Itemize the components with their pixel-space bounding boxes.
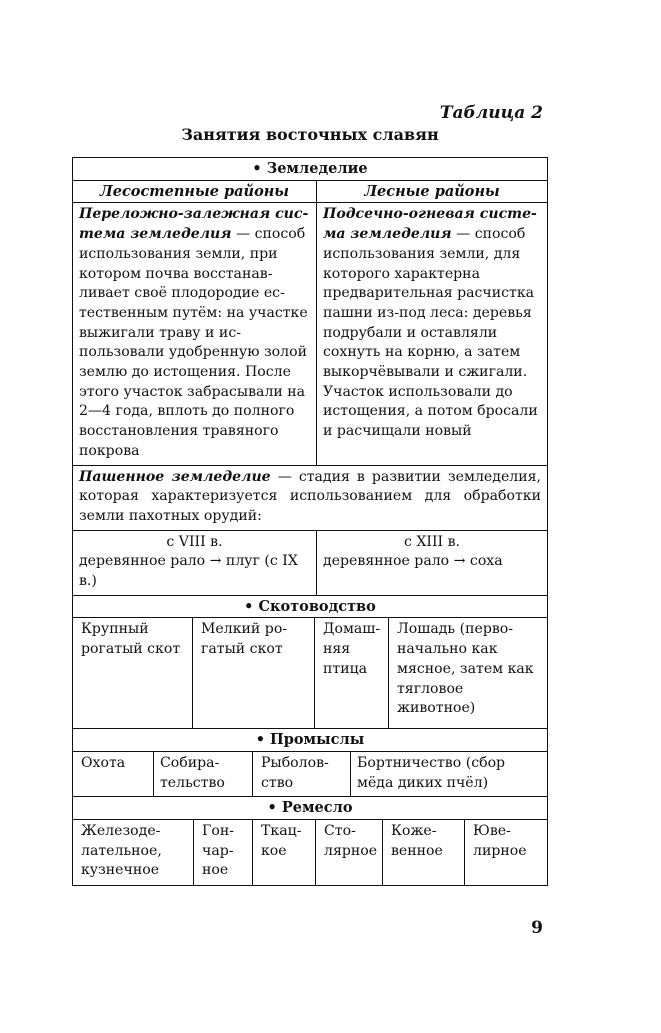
tools-forest-date: с XIII в.	[403, 533, 460, 550]
agriculture-columns-header	[72, 181, 548, 204]
farming-systems-row	[72, 203, 548, 465]
section-heading-craft	[72, 797, 548, 820]
cattle-item: Крупный рогатый скот	[81, 621, 181, 658]
trade-item: Бортничество (сбор мёда диких пчёл)	[350, 752, 547, 796]
slash-and-burn-cell	[316, 203, 547, 464]
plough-farming-description: — стадия в развитии земледелия, которая характеризуется использованием для обработки земли пахотных орудий:	[79, 468, 541, 524]
craft-item: Гончарное	[193, 820, 252, 885]
cattle-item: Мелкий рогатый скот	[192, 618, 314, 728]
plough-farming-row	[72, 466, 548, 531]
forest-steppe-column-title: Лесостепные районы	[99, 182, 290, 200]
tools-forest-list: деревянное рало → соха	[323, 553, 503, 570]
occupations-table	[72, 157, 548, 886]
table-number-label: Таблица 2	[439, 103, 543, 123]
trade-item: Собирательство	[153, 752, 252, 796]
trades-row	[72, 752, 548, 797]
craft-item: Столярное	[315, 820, 382, 885]
cattle-heading-text: • Скотоводство	[244, 597, 376, 615]
cattle-item: Лошадь (первоначально как мясное, затем как тягловое животное)	[388, 618, 547, 728]
page-number: 9	[531, 918, 543, 938]
tools-forest-steppe-cell	[73, 531, 316, 595]
section-heading-cattle	[72, 596, 548, 619]
agriculture-heading-text: • Земледелие	[252, 160, 368, 177]
tools-forest-cell	[316, 531, 547, 595]
tools-forest-steppe-date: с VIII в.	[166, 533, 223, 550]
plough-farming-term: Пашенное земледелие	[79, 468, 271, 485]
cattle-row	[72, 618, 548, 729]
slash-and-burn-term: Подсечно-огневая система земледелия	[323, 206, 537, 243]
section-heading-agriculture	[72, 157, 548, 181]
craft-item: Ткацкое	[252, 820, 315, 885]
forest-column-title: Лесные районы	[316, 181, 547, 203]
craft-item: Ювелирное	[464, 820, 547, 885]
fallow-system-cell	[73, 203, 316, 464]
fallow-system-description: — способ использования земли, при котором почва восстанавливает своё плодородие естественным путём: на участке выжигали траву и использовали удобренную золой землю до истощения. После этого участок забрасывали на 2—4 года, вплоть до полного восстановления травяного покрова	[79, 226, 308, 459]
tools-forest-steppe-list: деревянное рало → плуг (с IX в.)	[79, 553, 298, 590]
trade-item: Рыболовство	[252, 752, 350, 796]
craft-row	[72, 820, 548, 886]
section-heading-trades	[72, 729, 548, 752]
cattle-item: Домашняя птица	[314, 618, 388, 728]
table-title: Занятия восточных славян	[181, 125, 439, 144]
plough-farming-cell	[73, 466, 547, 530]
craft-item: Железоделательное, кузнечное	[81, 822, 162, 879]
trades-heading-text: • Промыслы	[255, 731, 365, 749]
slash-and-burn-description: — способ использования земли, для которого характерна предварительная расчистка пашни из-под леса: деревья подрубали и оставляли сохнуть на корню, а затем выкорчёвывали и сжигали. Участок использовали до истощения, а потом бросали и расчищали новый	[323, 226, 538, 440]
trade-item: Охота	[81, 755, 126, 772]
craft-item: Кожевенное	[382, 820, 464, 885]
craft-heading-text: • Ремесло	[267, 799, 353, 817]
plough-tools-row	[72, 531, 548, 596]
fallow-system-term: Переложно-залежная система земледелия	[79, 206, 309, 243]
